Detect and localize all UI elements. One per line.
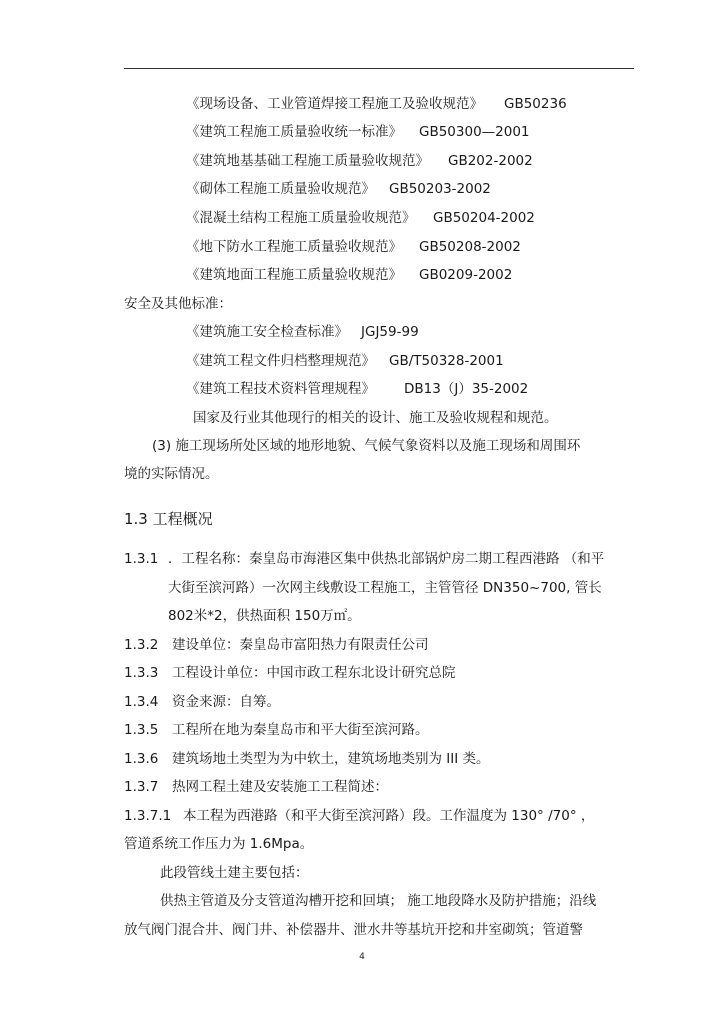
item-3-line-1: (3) 施工现场所处区域的地形地貌、气候气象资料以及施工现场和周围环 [152,438,581,454]
item-1-3-1 [124,550,634,568]
standard-item [186,352,504,370]
item-3-line-2: 境的实际情况。 [124,466,219,482]
item-1-3-7-1-line-2: 管道系统工作压力为 1.6Mpa。 [124,836,314,852]
standard-item [186,266,513,284]
section-heading: 1.3 工程概况 [124,510,213,528]
item-row [124,664,634,682]
item-number: 1.3.6 [124,751,159,767]
item-number: 1.3.3 [124,665,159,681]
item-text: 工程所在地为秦皇岛市和平大街至滨河路。 [172,722,429,738]
standard-item [186,180,491,198]
item-number: 1.3.4 [124,694,159,710]
item-text: ．工程名称：秦皇岛市海港区集中供热北部锅炉房二期工程西港路 （和平 [168,551,605,567]
item-number: 1.3.1 [124,551,159,567]
standard-code: GB50203-2002 [389,181,491,197]
standard-name: 《建筑地面工程施工质量验收规范》 [186,267,402,283]
item-row [124,636,634,654]
item-text: 资金来源：自筹。 [172,694,280,710]
standard-name: 《砌体工程施工质量验收规范》 [186,181,375,197]
standard-name: 《建筑施工安全检查标准》 [186,324,348,340]
item-row [124,721,634,739]
item-1-3-1-line-3: 802米*2，供热面积 150万㎡。 [168,608,361,624]
header-rule [124,68,634,69]
standard-name: 《建筑工程技术资料管理规程》 [186,381,375,397]
standard-code: GB202-2002 [448,153,533,169]
item-text: 建设单位：秦皇岛市富阳热力有限责任公司 [172,637,429,653]
standard-code: GB50300—2001 [419,124,530,140]
standard-name: 《建筑工程文件归档整理规范》 [186,353,375,369]
item-row [124,750,634,768]
page-number: 4 [359,952,365,962]
item-row [124,778,634,796]
item-number: 1.3.2 [124,637,159,653]
item-1-3-7-1 [124,807,634,825]
standard-name: 《现场设备、工业管道焊接工程施工及验收规范》 [186,96,483,112]
standard-item [186,323,419,341]
standard-name: 《建筑地基基础工程施工质量验收规范》 [186,153,429,169]
standard-code: DB13（J）35-2002 [404,381,529,397]
standard-code: GB50204-2002 [433,210,535,226]
standard-name: 《建筑工程施工质量验收统一标准》 [186,124,402,140]
standard-code: GB50208-2002 [419,239,521,255]
scope-line-1: 供热主管道及分支管道沟槽开挖和回填； 施工地段降水及防护措施；沿线 [160,893,597,909]
item-text: 热网工程土建及安装施工工程简述： [172,779,388,795]
standard-item [186,238,521,256]
item-number: 1.3.5 [124,722,159,738]
standard-item [186,209,535,227]
standard-name: 《混凝土结构工程施工质量验收规范》 [186,210,416,226]
safety-standards-heading: 安全及其他标准： [124,296,232,312]
item-row [124,693,634,711]
item-text: 建筑场地土类型为为中软土，建筑场地类别为 III 类。 [172,751,490,767]
standard-code: GB/T50328-2001 [389,353,504,369]
scope-intro: 此段管线土建主要包括： [160,865,309,881]
standard-code: GB0209-2002 [419,267,513,283]
item-1-3-1-line-2: 大街至滨河路）一次网主线敷设工程施工，主管管径 DN350~700, 管长 [168,580,602,596]
item-number: 1.3.7.1 [124,808,172,824]
standard-item [186,152,533,170]
standard-code: GB50236 [504,96,567,112]
standard-code: JGJ59-99 [361,324,419,340]
item-number: 1.3.7 [124,779,159,795]
standard-name: 《地下防水工程施工质量验收规范》 [186,239,402,255]
standard-item [186,123,530,141]
scope-line-2: 放气阀门混合井、阀门井、补偿器井、泄水井等基坑开挖和井室砌筑；管道警 [124,922,583,938]
standard-item [186,380,529,398]
item-text: 本工程为西港路（和平大街至滨河路）段。工作温度为 130° /70° ， [183,808,595,824]
item-text: 工程设计单位：中国市政工程东北设计研究总院 [172,665,456,681]
national-standards-note: 国家及行业其他现行的相关的设计、施工及验收规程和规范。 [193,410,558,426]
standard-item [186,95,567,113]
